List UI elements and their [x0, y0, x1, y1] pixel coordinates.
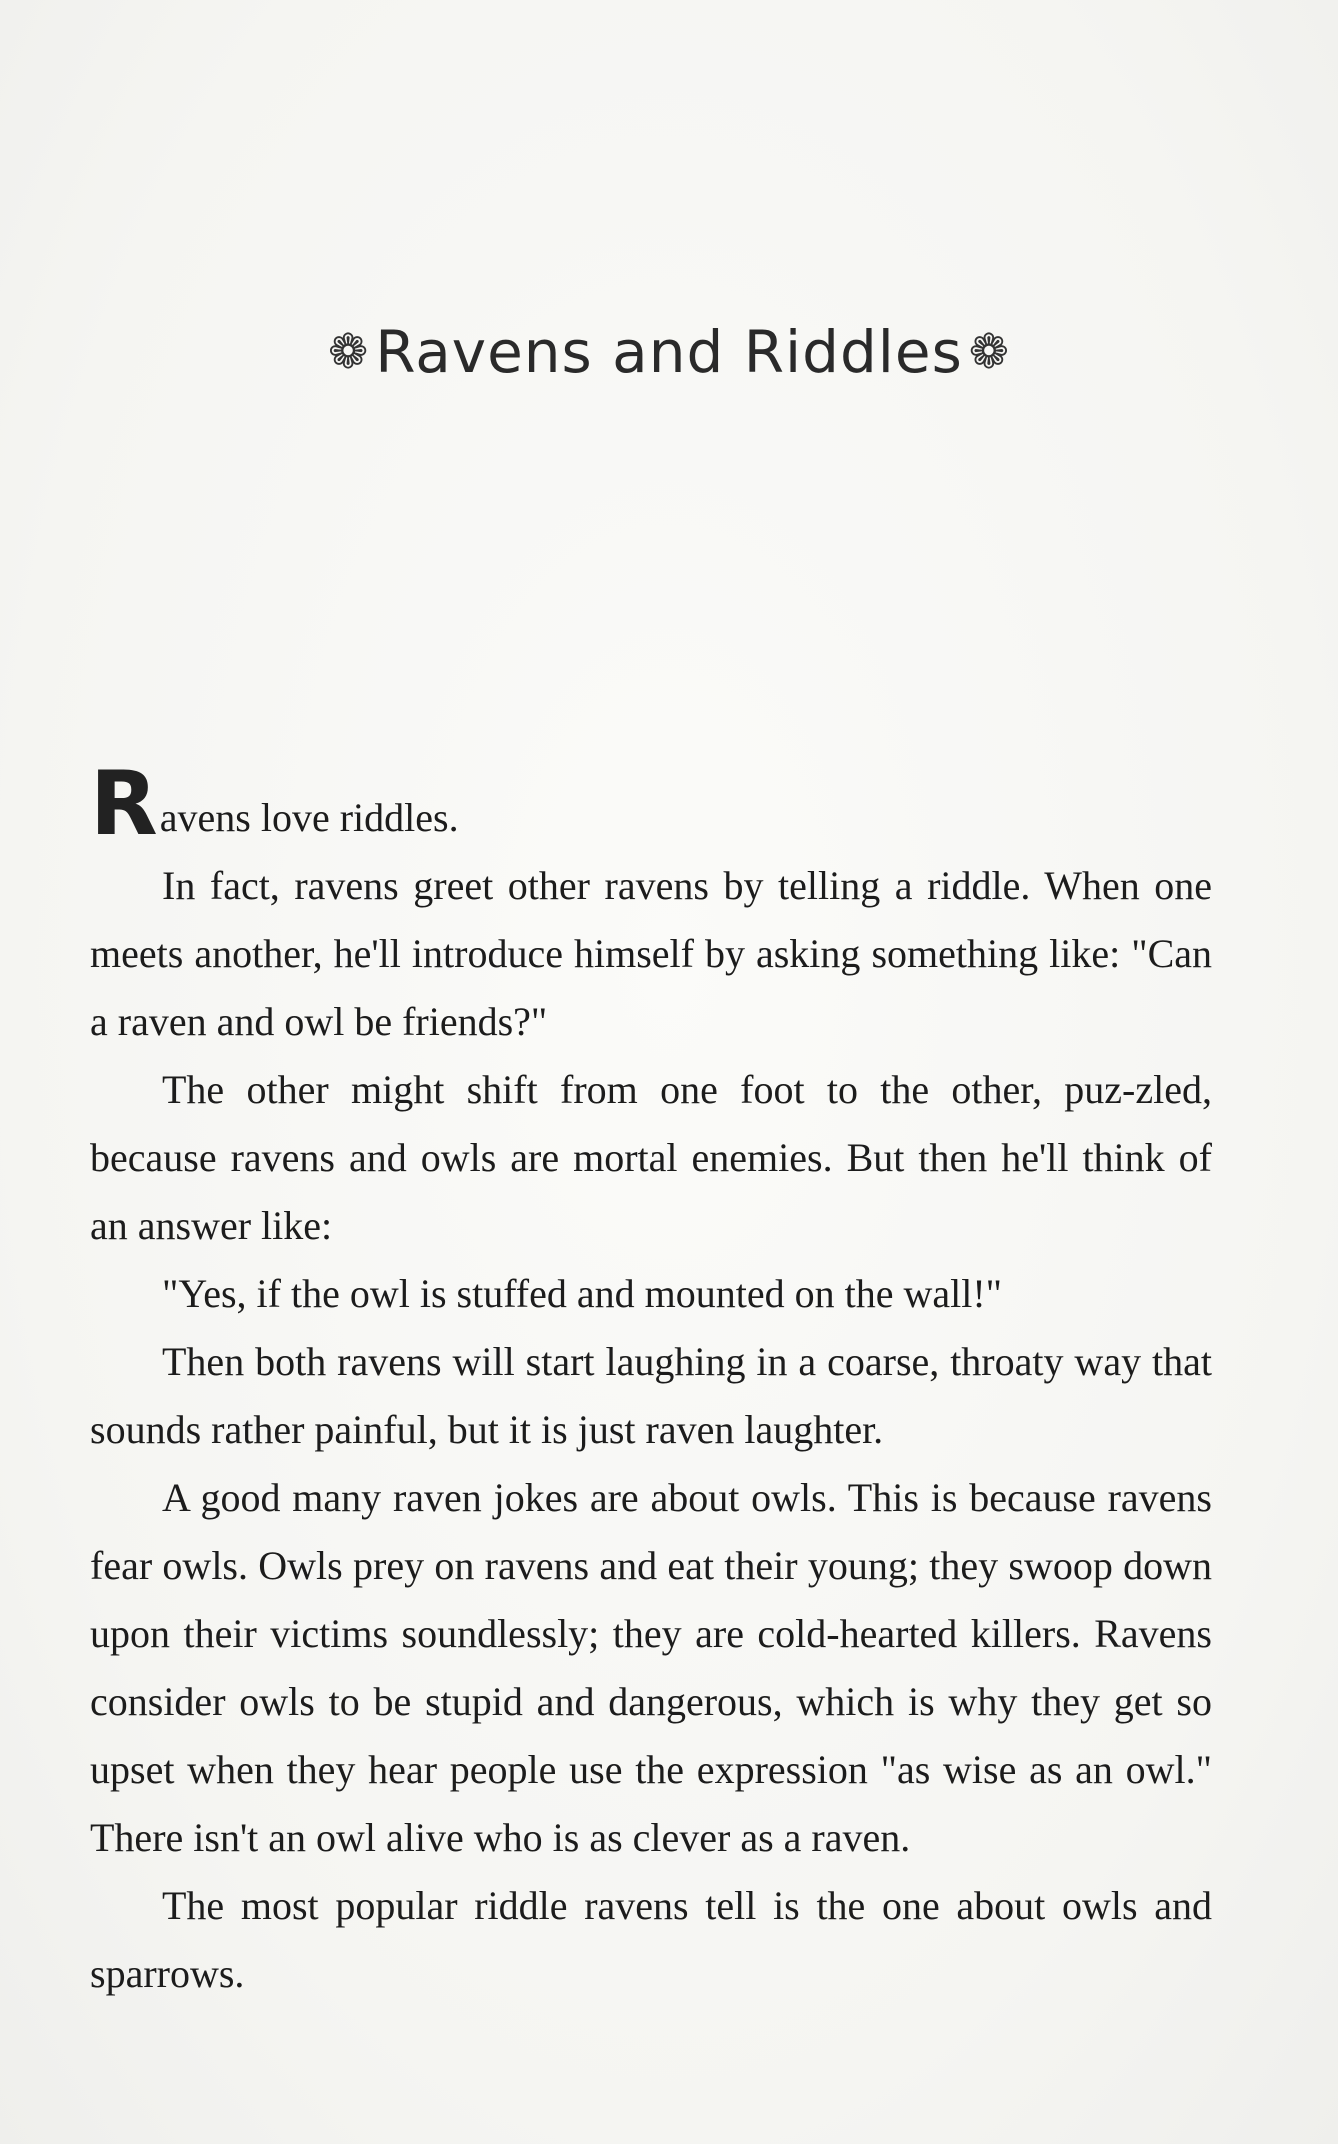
chapter-body: [90, 752, 1212, 2008]
paragraph-1-text: avens love riddles.: [159, 795, 459, 840]
paragraph-7: The most popular riddle ravens tell is the one about owls and sparrows.: [90, 1883, 1212, 1996]
chapter-title-text: Ravens and Riddles: [375, 318, 963, 386]
paragraph-4: "Yes, if the owl is stuffed and mounted on the wall!": [162, 1271, 1002, 1316]
ornament-right-icon: ❁: [968, 324, 1011, 380]
paragraph-5: Then both ravens will start laughing in a coarse, throaty way that sounds rather painful, but it is just raven laughter.: [90, 1339, 1212, 1452]
ornament-left-icon: ❁: [327, 324, 370, 380]
paragraph-3: The other might shift from one foot to the other, puz-zled, because ravens and owls are mortal enemies. But then he'll think of an answer like:: [90, 1067, 1212, 1248]
paragraph-1: [90, 752, 1212, 855]
paragraph-2: In fact, ravens greet other ravens by telling a riddle. When one meets another, he'll introduce himself by asking something like: "Can a raven and owl be friends?": [90, 863, 1212, 1044]
paragraph-6: A good many raven jokes are about owls. This is because ravens fear owls. Owls prey on ravens and eat their young; they swoop down upon their victims soundlessly; they are cold-hearted killers. Ravens consider owls to be stupid and dangerous, which is why they get so upset when they hear people use the expression "as wise as an owl." There isn't an owl alive who is as clever as a raven.: [90, 1475, 1212, 1860]
drop-cap: R: [90, 752, 158, 855]
chapter-title: [0, 312, 1338, 392]
